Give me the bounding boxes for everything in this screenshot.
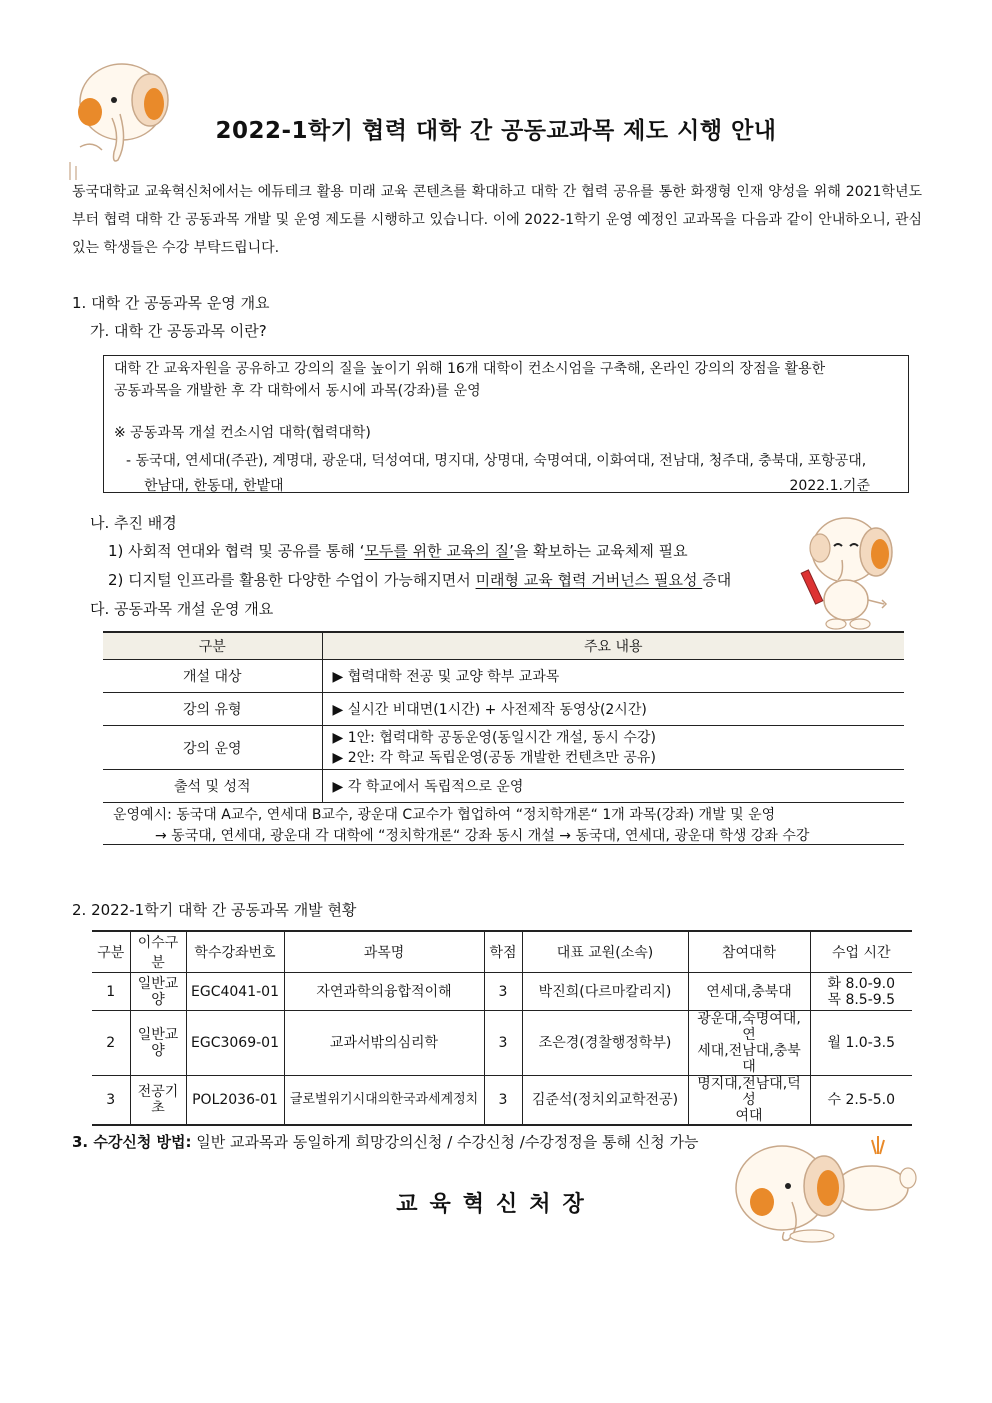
cell-time [810, 1076, 912, 1126]
cell-univ [688, 1076, 810, 1126]
univ-line: 세대,전남대,충북대 [697, 1043, 801, 1075]
consortium-note: ※ 공동과목 개설 컨소시엄 대학(협력대학) [114, 425, 371, 441]
overview-header-content: 주요 내용 [322, 632, 904, 660]
consortium-list1: - 동국대, 연세대(주관), 계명대, 광운대, 덕성여대, 명지대, 상명대, 숙명여대, 이화여대, 전남대, 청주대, 충북대, 포항공대, [126, 453, 867, 469]
cell-prof: 조은경(경찰행정학부) [522, 1011, 688, 1076]
cell-credit: 3 [484, 973, 522, 1011]
page-title: 2022-1학기 협력 대학 간 공동교과목 제도 시행 안내 [215, 118, 777, 144]
cell-credit: 3 [484, 1076, 522, 1126]
cell-name: 글로벌위기시대의한국과세계정치 [284, 1076, 484, 1126]
col-code: 학수강좌번호 [186, 931, 284, 973]
col-credit: 학점 [484, 931, 522, 973]
cell-name: 교과서밖의심리학 [284, 1011, 484, 1076]
row-content: ▶ 실시간 비대면(1시간) + 사전제작 동영상(2시간) [322, 693, 904, 726]
bg2-underlined: 미래형 교육 협력 거버넌스 필요성 [475, 571, 703, 589]
univ-line: 연세대,충북대 [706, 983, 792, 1000]
table-row [103, 770, 904, 803]
col-prof: 대표 교원(소속) [522, 931, 688, 973]
row-label: 강의 운영 [103, 726, 322, 770]
row-content: ▶ 협력대학 전공 및 교양 학부 교과목 [322, 660, 904, 693]
section3-text: 일반 교과목과 동일하게 희망강의신청 / 수강신청 /수강정정을 통해 신청 가능 [191, 1133, 699, 1151]
overview-table-header [103, 632, 904, 660]
bg2-pre: 2) 디지털 인프라를 활용한 다양한 수업이 가능해지면서 [108, 571, 476, 589]
courses-table-header [92, 931, 912, 973]
cell-code: EGC4041-01 [186, 973, 284, 1011]
col-univ: 참여대학 [688, 931, 810, 973]
cell-time [810, 973, 912, 1011]
col-type: 이수구분 [130, 931, 186, 973]
col-name: 과목명 [284, 931, 484, 973]
definition-line1: 대학 간 교육자원을 공유하고 강의의 질을 높이기 위해 16개 대학이 컨소시엄을 구축해, 온라인 강의의 장점을 활용한 [114, 361, 826, 377]
cell-name: 자연과학의융합적이해 [284, 973, 484, 1011]
section3-registration [72, 1131, 699, 1152]
cell-no: 3 [92, 1076, 130, 1126]
cell-univ [688, 1011, 810, 1076]
row-content-line: ▶ 1안: 협력대학 공동운영(동일시간 개설, 동시 수강) [332, 729, 656, 746]
table-row [103, 693, 904, 726]
table-row [103, 726, 904, 770]
time-line: 목 8.5-9.5 [827, 991, 896, 1008]
cell-prof: 김준석(정치외교학전공) [522, 1076, 688, 1126]
cell-time [810, 1011, 912, 1076]
row-label: 강의 유형 [103, 693, 322, 726]
overview-header-category: 구분 [103, 632, 322, 660]
overview-table [103, 631, 904, 803]
cell-type: 일반교양 [130, 973, 186, 1011]
time-line: 수 2.5-5.0 [827, 1092, 896, 1108]
time-line: 월 1.0-3.5 [827, 1035, 896, 1051]
cell-code: POL2036-01 [186, 1076, 284, 1126]
example-line2: → 동국대, 연세대, 광운대 각 대학에 “정치학개론“ 강좌 동시 개설 → 동국대, 연세대, 광운대 학생 강좌 수강 [155, 828, 810, 844]
example-line1: 운영예시: 동국대 A교수, 연세대 B교수, 광운대 C교수가 협업하여 “정치학개론“ 1개 과목(강좌) 개발 및 운영 [113, 807, 776, 823]
cell-no: 2 [92, 1011, 130, 1076]
cell-credit: 3 [484, 1011, 522, 1076]
bg2-post: 증대 [702, 571, 732, 589]
row-label: 출석 및 성적 [103, 770, 322, 803]
background-item-1 [108, 540, 688, 561]
cell-type: 일반교양 [130, 1011, 186, 1076]
section1-heading: 1. 대학 간 공동과목 운영 개요 [72, 294, 270, 312]
basis-date: 2022.1.기준 [789, 478, 870, 494]
bg1-post: 을 확보하는 교육체제 필요 [513, 542, 688, 560]
cell-type: 전공기초 [130, 1076, 186, 1126]
background-item-2 [108, 569, 731, 590]
univ-line: 여대 [735, 1108, 763, 1124]
cell-prof: 박진희(다르마칼리지) [522, 973, 688, 1011]
section1-sub-c: 다. 공동과목 개설 운영 개요 [90, 600, 274, 618]
intro-paragraph: 동국대학교 교육혁신처에서는 에듀테크 활용 미래 교육 콘텐츠를 확대하고 대학 간 협력 공유를 통한 화쟁형 인재 양성을 위해 2021학년도부터 협력 대학 간 공동과목 개발 및 운영 제도를 시행하고 있습니다. 이에 2022-1학기 운영 예정인 교과목을 다음과 같이 안내하오니, 관심있는 학생들은 수강 부탁드립니다. [72, 184, 922, 256]
section1-sub-b: 나. 추진 배경 [90, 514, 177, 532]
row-label: 개설 대상 [103, 660, 322, 693]
section2-heading: 2. 2022-1학기 대학 간 공동과목 개발 현황 [72, 901, 357, 919]
table-row [92, 973, 912, 1011]
table-row [92, 1011, 912, 1076]
cell-code: EGC3069-01 [186, 1011, 284, 1076]
definition-box [103, 355, 909, 493]
bg1-pre: 1) 사회적 연대와 협력 및 공유를 통해 ‘ [108, 542, 365, 560]
operation-example [103, 801, 904, 845]
col-time: 수업 시간 [810, 931, 912, 973]
courses-table [92, 930, 912, 1126]
elephant-mascot-pencil-icon [798, 508, 902, 632]
table-row [92, 1076, 912, 1126]
table-row [103, 660, 904, 693]
cell-univ [688, 973, 810, 1011]
section1-sub-a: 가. 대학 간 공동과목 이란? [90, 322, 267, 340]
row-content: ▶ 각 학교에서 독립적으로 운영 [322, 770, 904, 803]
row-content-line: ▶ 2안: 각 학교 독립운영(공동 개발한 컨텐츠만 공유) [332, 749, 656, 766]
col-no: 구분 [92, 931, 130, 973]
cell-no: 1 [92, 973, 130, 1011]
univ-line: 광운대,숙명여대,연 [697, 1011, 801, 1043]
consortium-list2: 한남대, 한동대, 한밭대 [144, 478, 284, 494]
bg1-underlined: 모두를 위한 교육의 질’ [364, 542, 514, 560]
time-line: 화 8.0-9.0 [827, 975, 896, 992]
section3-label: 3. 수강신청 방법: [72, 1133, 192, 1151]
signature: 교육혁신처장 [396, 1192, 596, 1217]
univ-line: 명지대,전남대,덕성 [697, 1076, 801, 1108]
definition-line2: 공동과목을 개발한 후 각 대학에서 동시에 과목(강좌)를 운영 [114, 383, 481, 399]
row-content [322, 726, 904, 770]
